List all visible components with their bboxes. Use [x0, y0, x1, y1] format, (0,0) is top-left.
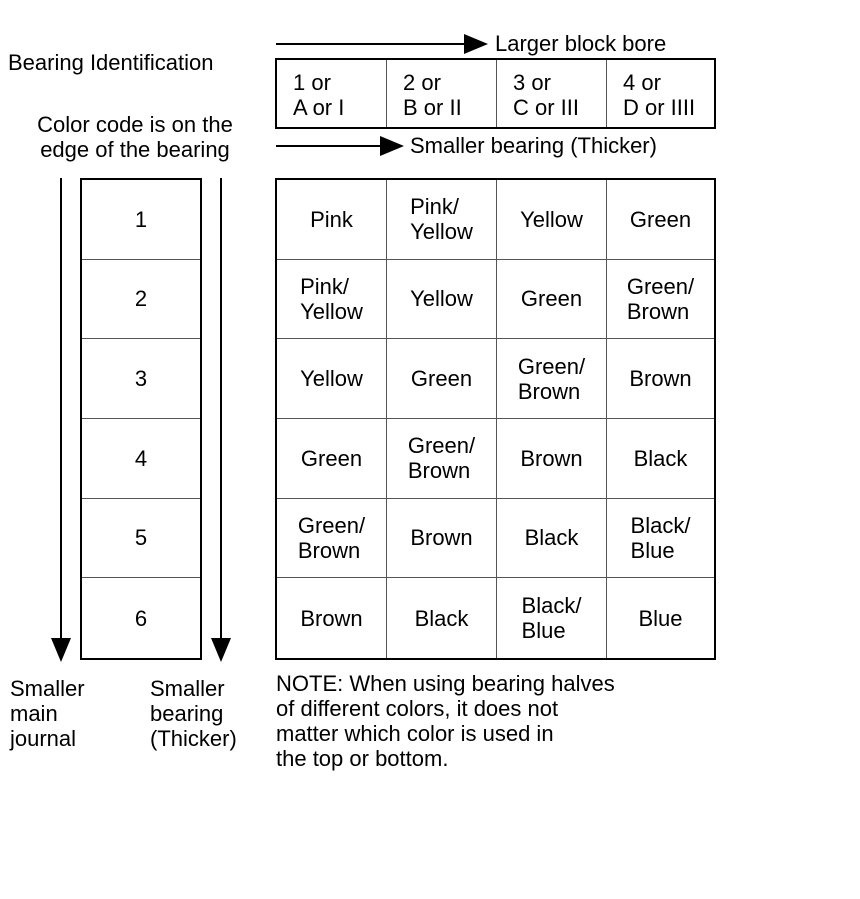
diagram-title: Bearing Identification — [8, 50, 214, 75]
larger-block-bore-arrow-line — [276, 43, 472, 45]
color-cell: Yellow — [497, 180, 607, 260]
journal-code-5: 5 — [82, 499, 200, 579]
block-bore-code-1: 1 or A or I — [277, 60, 387, 127]
block-bore-code-4: 4 or D or IIII — [623, 70, 696, 120]
note-text: NOTE: When using bearing halves of different colors, it does not matter which color is used in the top or bottom. — [276, 671, 615, 771]
color-cell: Green/ Brown — [387, 419, 497, 499]
color-cell: Green/ Brown — [277, 499, 387, 579]
journal-code-4: 4 — [82, 419, 200, 499]
journal-code-2: 2 — [82, 260, 200, 340]
color-cell: Pink/ Yellow — [387, 180, 497, 260]
color-cell: Green — [277, 419, 387, 499]
journal-code-1: 1 — [82, 180, 200, 260]
right-arrow-icon — [380, 136, 404, 156]
block-bore-code-header — [275, 58, 716, 129]
color-cell: Pink/ Yellow — [277, 260, 387, 340]
smaller-bearing-arrow-line — [276, 145, 386, 147]
bearing-color-grid — [275, 178, 716, 660]
color-cell: Black/ Blue — [497, 578, 607, 658]
color-cell: Blue — [638, 605, 683, 631]
block-bore-code-3: 3 or C or III — [497, 60, 607, 127]
larger-block-bore-label: Larger block bore — [495, 31, 667, 56]
color-cell: Green/ Brown — [607, 260, 714, 340]
smaller-bearing-label: Smaller bearing (Thicker) — [410, 133, 657, 158]
color-cell: Green — [607, 180, 714, 260]
down-arrow-icon — [211, 638, 231, 662]
journal-code-3: 3 — [82, 339, 200, 419]
color-cell: Brown — [607, 339, 714, 419]
color-cell: Pink — [277, 180, 387, 260]
color-cell: Yellow — [277, 339, 387, 419]
color-cell: Black — [387, 578, 497, 658]
down-arrow-icon — [51, 638, 71, 662]
color-cell: Green — [497, 260, 607, 340]
color-cell: Black — [607, 419, 714, 499]
color-cell: Yellow — [387, 260, 497, 340]
color-cell: Green — [387, 339, 497, 419]
smaller-main-journal-arrow-line — [60, 178, 62, 640]
color-cell: Green/ Brown — [497, 339, 607, 419]
color-cell: Brown — [277, 578, 387, 658]
smaller-main-journal-label: Smaller main journal — [10, 676, 85, 751]
color-cell: Brown — [497, 419, 607, 499]
block-bore-code-2: 2 or B or II — [387, 60, 497, 127]
smaller-bearing-arrow-line-vertical — [220, 178, 222, 640]
color-code-note: Color code is on the edge of the bearing — [37, 112, 233, 162]
journal-code-6: 6 — [134, 605, 148, 631]
smaller-bearing-thicker-label: Smaller bearing (Thicker) — [150, 676, 237, 751]
color-cell: Black/ Blue — [607, 499, 714, 579]
color-cell: Brown — [387, 499, 497, 579]
journal-code-column — [80, 178, 202, 660]
color-cell: Black — [497, 499, 607, 579]
right-arrow-icon — [464, 34, 488, 54]
